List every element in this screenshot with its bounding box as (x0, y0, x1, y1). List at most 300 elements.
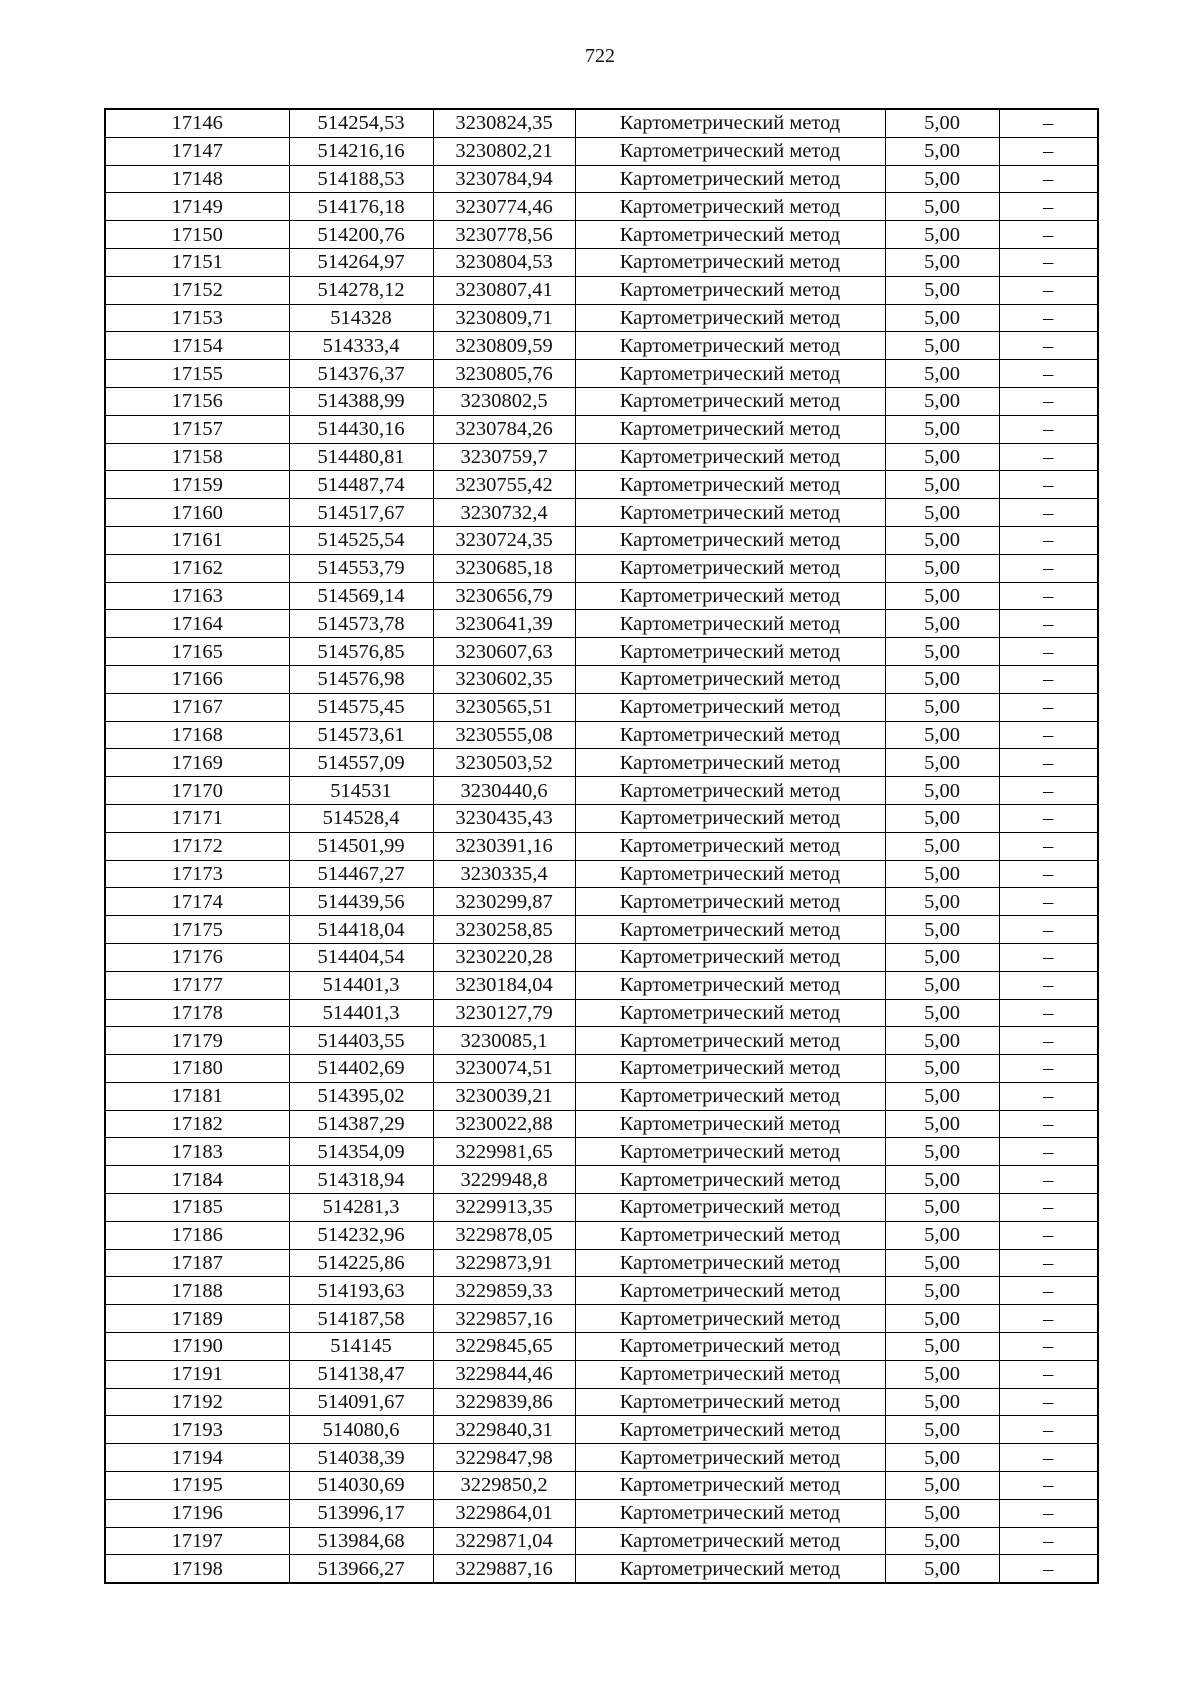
coord-x-cell: 514281,3 (289, 1194, 433, 1222)
coord-x-cell: 514487,74 (289, 471, 433, 499)
method-cell: Картометрический метод (575, 471, 885, 499)
table-row (105, 1138, 1098, 1166)
table-row (105, 1194, 1098, 1222)
table-row (105, 804, 1098, 832)
table-row (105, 109, 1098, 137)
coord-x-cell: 514225,86 (289, 1249, 433, 1277)
error-cell: 5,00 (885, 248, 999, 276)
error-cell: 5,00 (885, 610, 999, 638)
coord-y-cell: 3230022,88 (433, 1110, 575, 1138)
method-cell: Картометрический метод (575, 1416, 885, 1444)
coord-x-cell: 514080,6 (289, 1416, 433, 1444)
note-cell: – (999, 1138, 1098, 1166)
method-cell: Картометрический метод (575, 1277, 885, 1305)
coord-y-cell: 3230074,51 (433, 1055, 575, 1083)
error-cell: 5,00 (885, 721, 999, 749)
method-cell: Картометрический метод (575, 749, 885, 777)
method-cell: Картометрический метод (575, 804, 885, 832)
method-cell: Картометрический метод (575, 276, 885, 304)
point-number-cell: 17165 (105, 638, 289, 666)
method-cell: Картометрический метод (575, 610, 885, 638)
coord-x-cell: 514401,3 (289, 999, 433, 1027)
method-cell: Картометрический метод (575, 1166, 885, 1194)
coord-y-cell: 3229873,91 (433, 1249, 575, 1277)
note-cell: – (999, 971, 1098, 999)
note-cell: – (999, 999, 1098, 1027)
coord-x-cell: 514557,09 (289, 749, 433, 777)
note-cell: – (999, 165, 1098, 193)
error-cell: 5,00 (885, 443, 999, 471)
note-cell: – (999, 721, 1098, 749)
note-cell: – (999, 1110, 1098, 1138)
note-cell: – (999, 860, 1098, 888)
point-number-cell: 17146 (105, 109, 289, 137)
table-row (105, 1305, 1098, 1333)
coord-y-cell: 3229913,35 (433, 1194, 575, 1222)
coord-y-cell: 3230220,28 (433, 943, 575, 971)
coord-x-cell: 514264,97 (289, 248, 433, 276)
table-row (105, 1360, 1098, 1388)
error-cell: 5,00 (885, 1388, 999, 1416)
coord-y-cell: 3230755,42 (433, 471, 575, 499)
coord-x-cell: 514200,76 (289, 221, 433, 249)
note-cell: – (999, 1166, 1098, 1194)
coord-y-cell: 3229871,04 (433, 1527, 575, 1555)
point-number-cell: 17174 (105, 888, 289, 916)
table-row (105, 721, 1098, 749)
point-number-cell: 17180 (105, 1055, 289, 1083)
method-cell: Картометрический метод (575, 499, 885, 527)
note-cell: – (999, 1027, 1098, 1055)
coord-y-cell: 3230656,79 (433, 582, 575, 610)
coord-x-cell: 514480,81 (289, 443, 433, 471)
table-row (105, 443, 1098, 471)
coord-x-cell: 514232,96 (289, 1221, 433, 1249)
point-number-cell: 17161 (105, 526, 289, 554)
point-number-cell: 17187 (105, 1249, 289, 1277)
error-cell: 5,00 (885, 999, 999, 1027)
table-row (105, 777, 1098, 805)
table-row (105, 415, 1098, 443)
error-cell: 5,00 (885, 693, 999, 721)
error-cell: 5,00 (885, 304, 999, 332)
note-cell: – (999, 415, 1098, 443)
note-cell: – (999, 332, 1098, 360)
point-number-cell: 17148 (105, 165, 289, 193)
method-cell: Картометрический метод (575, 221, 885, 249)
coord-y-cell: 3229864,01 (433, 1499, 575, 1527)
point-number-cell: 17182 (105, 1110, 289, 1138)
coord-y-cell: 3229857,16 (433, 1305, 575, 1333)
point-number-cell: 17177 (105, 971, 289, 999)
error-cell: 5,00 (885, 1444, 999, 1472)
error-cell: 5,00 (885, 1305, 999, 1333)
table-row (105, 1555, 1098, 1583)
note-cell: – (999, 749, 1098, 777)
error-cell: 5,00 (885, 943, 999, 971)
note-cell: – (999, 693, 1098, 721)
point-number-cell: 17147 (105, 137, 289, 165)
error-cell: 5,00 (885, 193, 999, 221)
coord-y-cell: 3230435,43 (433, 804, 575, 832)
table-row (105, 832, 1098, 860)
note-cell: – (999, 1277, 1098, 1305)
coord-y-cell: 3230085,1 (433, 1027, 575, 1055)
table-row (105, 1499, 1098, 1527)
coord-y-cell: 3230299,87 (433, 888, 575, 916)
note-cell: – (999, 276, 1098, 304)
method-cell: Картометрический метод (575, 1194, 885, 1222)
coord-x-cell: 514387,29 (289, 1110, 433, 1138)
point-number-cell: 17169 (105, 749, 289, 777)
note-cell: – (999, 832, 1098, 860)
table-row (105, 1472, 1098, 1500)
coord-x-cell: 514376,37 (289, 360, 433, 388)
error-cell: 5,00 (885, 1555, 999, 1583)
error-cell: 5,00 (885, 276, 999, 304)
method-cell: Картометрический метод (575, 943, 885, 971)
error-cell: 5,00 (885, 471, 999, 499)
method-cell: Картометрический метод (575, 526, 885, 554)
table-row (105, 1527, 1098, 1555)
note-cell: – (999, 137, 1098, 165)
point-number-cell: 17160 (105, 499, 289, 527)
point-number-cell: 17172 (105, 832, 289, 860)
point-number-cell: 17178 (105, 999, 289, 1027)
note-cell: – (999, 193, 1098, 221)
table-row (105, 1444, 1098, 1472)
point-number-cell: 17170 (105, 777, 289, 805)
table-row (105, 499, 1098, 527)
table-row (105, 165, 1098, 193)
error-cell: 5,00 (885, 749, 999, 777)
point-number-cell: 17158 (105, 443, 289, 471)
error-cell: 5,00 (885, 1333, 999, 1361)
coord-y-cell: 3229845,65 (433, 1333, 575, 1361)
method-cell: Картометрический метод (575, 1055, 885, 1083)
coord-x-cell: 514573,78 (289, 610, 433, 638)
method-cell: Картометрический метод (575, 304, 885, 332)
coord-y-cell: 3230774,46 (433, 193, 575, 221)
coord-x-cell: 514553,79 (289, 554, 433, 582)
coord-x-cell: 513996,17 (289, 1499, 433, 1527)
coord-y-cell: 3230335,4 (433, 860, 575, 888)
coord-y-cell: 3230724,35 (433, 526, 575, 554)
coord-x-cell: 514278,12 (289, 276, 433, 304)
method-cell: Картометрический метод (575, 777, 885, 805)
coord-x-cell: 514176,18 (289, 193, 433, 221)
error-cell: 5,00 (885, 360, 999, 388)
note-cell: – (999, 916, 1098, 944)
coord-x-cell: 514467,27 (289, 860, 433, 888)
coordinates-table (104, 108, 1099, 1584)
error-cell: 5,00 (885, 1194, 999, 1222)
point-number-cell: 17159 (105, 471, 289, 499)
coord-x-cell: 514030,69 (289, 1472, 433, 1500)
coord-y-cell: 3230805,76 (433, 360, 575, 388)
note-cell: – (999, 1555, 1098, 1583)
method-cell: Картометрический метод (575, 1499, 885, 1527)
table-row (105, 888, 1098, 916)
coord-y-cell: 3229847,98 (433, 1444, 575, 1472)
coordinates-table-body (105, 109, 1098, 1583)
error-cell: 5,00 (885, 221, 999, 249)
coord-x-cell: 514403,55 (289, 1027, 433, 1055)
table-row (105, 554, 1098, 582)
note-cell: – (999, 221, 1098, 249)
coord-x-cell: 514395,02 (289, 1082, 433, 1110)
point-number-cell: 17168 (105, 721, 289, 749)
method-cell: Картометрический метод (575, 888, 885, 916)
note-cell: – (999, 610, 1098, 638)
point-number-cell: 17154 (105, 332, 289, 360)
method-cell: Картометрический метод (575, 443, 885, 471)
note-cell: – (999, 1527, 1098, 1555)
method-cell: Картометрический метод (575, 415, 885, 443)
error-cell: 5,00 (885, 1138, 999, 1166)
coord-x-cell: 514401,3 (289, 971, 433, 999)
point-number-cell: 17192 (105, 1388, 289, 1416)
coord-x-cell: 514038,39 (289, 1444, 433, 1472)
table-row (105, 1166, 1098, 1194)
coord-x-cell: 514328 (289, 304, 433, 332)
point-number-cell: 17176 (105, 943, 289, 971)
coord-x-cell: 514318,94 (289, 1166, 433, 1194)
coord-y-cell: 3230555,08 (433, 721, 575, 749)
note-cell: – (999, 888, 1098, 916)
coord-y-cell: 3230824,35 (433, 109, 575, 137)
method-cell: Картометрический метод (575, 1138, 885, 1166)
table-row (105, 1027, 1098, 1055)
point-number-cell: 17193 (105, 1416, 289, 1444)
coord-y-cell: 3229948,8 (433, 1166, 575, 1194)
method-cell: Картометрический метод (575, 165, 885, 193)
coord-y-cell: 3230440,6 (433, 777, 575, 805)
note-cell: – (999, 1055, 1098, 1083)
point-number-cell: 17164 (105, 610, 289, 638)
point-number-cell: 17197 (105, 1527, 289, 1555)
table-row (105, 999, 1098, 1027)
coord-x-cell: 514187,58 (289, 1305, 433, 1333)
method-cell: Картометрический метод (575, 1388, 885, 1416)
point-number-cell: 17186 (105, 1221, 289, 1249)
coord-x-cell: 514354,09 (289, 1138, 433, 1166)
coord-y-cell: 3230258,85 (433, 916, 575, 944)
coord-y-cell: 3230784,94 (433, 165, 575, 193)
coord-y-cell: 3229844,46 (433, 1360, 575, 1388)
coord-y-cell: 3230802,5 (433, 387, 575, 415)
point-number-cell: 17179 (105, 1027, 289, 1055)
table-row (105, 221, 1098, 249)
table-row (105, 665, 1098, 693)
method-cell: Картометрический метод (575, 1360, 885, 1388)
note-cell: – (999, 1221, 1098, 1249)
table-row (105, 971, 1098, 999)
coord-y-cell: 3230804,53 (433, 248, 575, 276)
note-cell: – (999, 1499, 1098, 1527)
note-cell: – (999, 526, 1098, 554)
note-cell: – (999, 499, 1098, 527)
error-cell: 5,00 (885, 499, 999, 527)
coord-x-cell: 514430,16 (289, 415, 433, 443)
coord-y-cell: 3230184,04 (433, 971, 575, 999)
table-row (105, 610, 1098, 638)
coord-x-cell: 514576,98 (289, 665, 433, 693)
error-cell: 5,00 (885, 387, 999, 415)
method-cell: Картометрический метод (575, 193, 885, 221)
note-cell: – (999, 109, 1098, 137)
point-number-cell: 17195 (105, 1472, 289, 1500)
note-cell: – (999, 443, 1098, 471)
table-row (105, 749, 1098, 777)
error-cell: 5,00 (885, 415, 999, 443)
coord-y-cell: 3229878,05 (433, 1221, 575, 1249)
point-number-cell: 17188 (105, 1277, 289, 1305)
note-cell: – (999, 304, 1098, 332)
method-cell: Картометрический метод (575, 1082, 885, 1110)
coord-y-cell: 3230602,35 (433, 665, 575, 693)
note-cell: – (999, 1444, 1098, 1472)
point-number-cell: 17184 (105, 1166, 289, 1194)
error-cell: 5,00 (885, 1527, 999, 1555)
method-cell: Картометрический метод (575, 554, 885, 582)
coord-y-cell: 3230809,59 (433, 332, 575, 360)
coord-x-cell: 514531 (289, 777, 433, 805)
method-cell: Картометрический метод (575, 693, 885, 721)
note-cell: – (999, 387, 1098, 415)
coord-y-cell: 3230784,26 (433, 415, 575, 443)
table-row (105, 1221, 1098, 1249)
error-cell: 5,00 (885, 860, 999, 888)
error-cell: 5,00 (885, 165, 999, 193)
coord-y-cell: 3229981,65 (433, 1138, 575, 1166)
table-row (105, 1055, 1098, 1083)
point-number-cell: 17173 (105, 860, 289, 888)
point-number-cell: 17191 (105, 1360, 289, 1388)
coord-x-cell: 514333,4 (289, 332, 433, 360)
error-cell: 5,00 (885, 638, 999, 666)
coord-x-cell: 513966,27 (289, 1555, 433, 1583)
table-row (105, 471, 1098, 499)
coord-y-cell: 3230039,21 (433, 1082, 575, 1110)
method-cell: Картометрический метод (575, 971, 885, 999)
note-cell: – (999, 248, 1098, 276)
point-number-cell: 17189 (105, 1305, 289, 1333)
coord-y-cell: 3229839,86 (433, 1388, 575, 1416)
point-number-cell: 17153 (105, 304, 289, 332)
error-cell: 5,00 (885, 888, 999, 916)
error-cell: 5,00 (885, 1110, 999, 1138)
error-cell: 5,00 (885, 582, 999, 610)
note-cell: – (999, 1082, 1098, 1110)
coord-x-cell: 514145 (289, 1333, 433, 1361)
coord-x-cell: 514138,47 (289, 1360, 433, 1388)
error-cell: 5,00 (885, 1277, 999, 1305)
table-row (105, 360, 1098, 388)
coord-x-cell: 514501,99 (289, 832, 433, 860)
coord-y-cell: 3229887,16 (433, 1555, 575, 1583)
coord-x-cell: 514402,69 (289, 1055, 433, 1083)
table-row (105, 332, 1098, 360)
coord-y-cell: 3230127,79 (433, 999, 575, 1027)
point-number-cell: 17156 (105, 387, 289, 415)
point-number-cell: 17163 (105, 582, 289, 610)
coord-y-cell: 3230732,4 (433, 499, 575, 527)
coord-x-cell: 514404,54 (289, 943, 433, 971)
table-row (105, 1333, 1098, 1361)
method-cell: Картометрический метод (575, 1444, 885, 1472)
error-cell: 5,00 (885, 916, 999, 944)
table-row (105, 137, 1098, 165)
table-row (105, 1082, 1098, 1110)
table-row (105, 1249, 1098, 1277)
point-number-cell: 17185 (105, 1194, 289, 1222)
error-cell: 5,00 (885, 109, 999, 137)
error-cell: 5,00 (885, 1499, 999, 1527)
method-cell: Картометрический метод (575, 387, 885, 415)
point-number-cell: 17183 (105, 1138, 289, 1166)
table-row (105, 916, 1098, 944)
error-cell: 5,00 (885, 804, 999, 832)
error-cell: 5,00 (885, 1221, 999, 1249)
error-cell: 5,00 (885, 1027, 999, 1055)
note-cell: – (999, 1360, 1098, 1388)
coord-y-cell: 3229840,31 (433, 1416, 575, 1444)
method-cell: Картометрический метод (575, 109, 885, 137)
table-row (105, 582, 1098, 610)
coord-x-cell: 514575,45 (289, 693, 433, 721)
coord-y-cell: 3230565,51 (433, 693, 575, 721)
note-cell: – (999, 1388, 1098, 1416)
method-cell: Картометрический метод (575, 638, 885, 666)
method-cell: Картометрический метод (575, 1110, 885, 1138)
coord-x-cell: 514418,04 (289, 916, 433, 944)
coord-x-cell: 514188,53 (289, 165, 433, 193)
error-cell: 5,00 (885, 1416, 999, 1444)
point-number-cell: 17157 (105, 415, 289, 443)
note-cell: – (999, 665, 1098, 693)
table-row (105, 860, 1098, 888)
method-cell: Картометрический метод (575, 137, 885, 165)
method-cell: Картометрический метод (575, 1249, 885, 1277)
coord-x-cell: 514528,4 (289, 804, 433, 832)
error-cell: 5,00 (885, 1082, 999, 1110)
table-row (105, 693, 1098, 721)
table-row (105, 1416, 1098, 1444)
point-number-cell: 17155 (105, 360, 289, 388)
point-number-cell: 17171 (105, 804, 289, 832)
method-cell: Картометрический метод (575, 916, 885, 944)
point-number-cell: 17190 (105, 1333, 289, 1361)
error-cell: 5,00 (885, 526, 999, 554)
note-cell: – (999, 1249, 1098, 1277)
table-row (105, 193, 1098, 221)
coord-x-cell: 514216,16 (289, 137, 433, 165)
coord-x-cell: 514576,85 (289, 638, 433, 666)
coord-y-cell: 3229859,33 (433, 1277, 575, 1305)
error-cell: 5,00 (885, 832, 999, 860)
coord-y-cell: 3230807,41 (433, 276, 575, 304)
page-number: 722 (585, 45, 615, 67)
coord-x-cell: 514388,99 (289, 387, 433, 415)
table-row (105, 638, 1098, 666)
point-number-cell: 17196 (105, 1499, 289, 1527)
error-cell: 5,00 (885, 1249, 999, 1277)
table-row (105, 943, 1098, 971)
table-row (105, 526, 1098, 554)
method-cell: Картометрический метод (575, 1333, 885, 1361)
method-cell: Картометрический метод (575, 360, 885, 388)
